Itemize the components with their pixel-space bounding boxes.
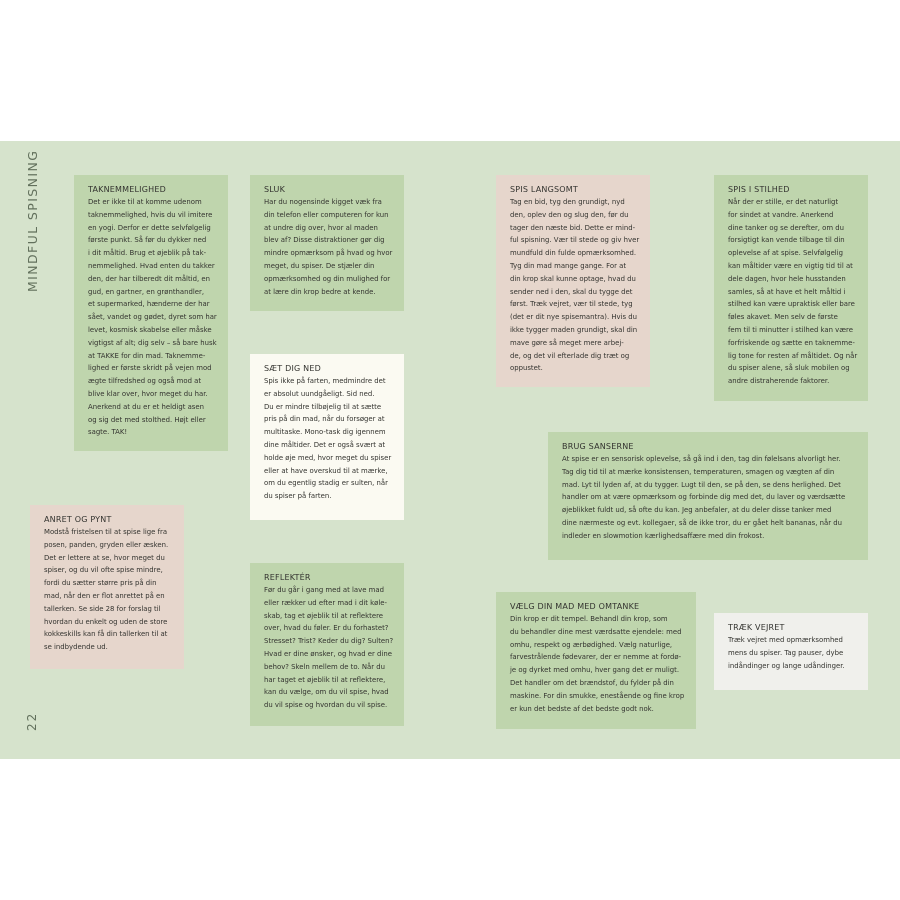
page-number: 22 [25,711,39,731]
card-text-line: er kun det bedste af det bedste godt nok. [510,704,654,713]
card-text-line: ikke tygger maden grundigt, skal din [510,325,638,334]
card-text-line: At spise er en sensorisk oplevelse, så gå ind i den, tag din følelsans alvorligt her. [562,455,841,463]
card-text-line: maskine. For din smukke, enestående og fine krop [510,691,685,700]
card-text-line: øjeblikket fuldt ud, så ofte du kan. Jeg anbefaler, at du deler disse tanker med [562,506,832,515]
card-text-line: blev af? Disse distraktioner gør dig [264,236,385,245]
card-text-line: opmærksomhed og din mulighed for [264,274,391,283]
card-taknemmelighed [74,175,228,451]
card-text-line: mens du spiser. Tag pauser, dybe [728,648,844,657]
card-text-line: om du egentlig stadig er sulten, når [264,479,388,488]
card-text-line: sået, vandet og gødet, dyret som har [88,313,217,322]
card-text-line: Du er mindre tilbøjelig til at sætte [264,402,382,411]
card-spis-i-stilhed [714,175,868,401]
card-title: SLUK [264,185,286,194]
card-text-line: er absolut uundgåeligt. Sid ned. [264,389,375,398]
card-text-line: levet, kosmisk skabelse eller måske [88,325,212,334]
card-text-line: je og dyrket med omhu, hver gang det er muligt. [510,666,680,675]
card-text-line: posen, panden, gryden eller æsken. [44,540,169,549]
card-text-line: eller at have overskud til at mærke, [264,466,388,475]
card-text-line: nemmelighed. Hvad enten du takker [88,261,215,270]
card-text-line: de, og det vil efterlade dig træt og [510,351,630,360]
card-text-line: (det er dit nye spisemantra). Hvis du [510,313,638,322]
card-text-line: Det er lettere at se, hvor meget du [44,553,165,562]
card-text-line: tager den næste bid. Dette er mind- [510,223,636,232]
card-text-line: Modstå fristelsen til at spise lige fra [44,528,168,536]
card-text-line: taknemmelighed, hvis du vil imitere [88,210,213,219]
card-text-line: blive klar over, hvor meget du har. [88,389,208,398]
card-title: SPIS LANGSOMT [510,185,578,194]
card-text-line: for sindet at vandre. Anerkend [728,210,834,219]
card-text-line: fordi du sætter større pris på din [44,579,157,588]
card-text-line: at undre dig over, hvor al maden [264,223,378,232]
card-text-line: Tyg din mad mange gange. For at [510,261,627,270]
card-text-line: mad. Lyt til lyden af, at du tygger. Lugt til den, se på den, se dens herlighed. Det [562,480,841,489]
card-title: ANRET OG PYNT [44,515,112,524]
card-text-line: du spiser på farten. [264,492,332,501]
card-text-line: omhu, respekt og ærbødighed. Vælg naturlige, [510,640,673,649]
card-sluk [250,175,404,311]
card-text-line: over, hvad du føler. Er du forhastet? [264,624,389,633]
card-spis-langsomt [496,175,650,387]
card-text-line: hvordan du enkelt og uden de store [44,617,168,626]
card-text-line: du vil spise og hvordan du vil spise. [264,701,388,710]
card-text-line: vigtigst af alt; dig selv – så bare husk [88,338,217,347]
card-text-line: Når der er stille, er det naturligt [728,198,839,206]
card-text-line: ful spisning. Vær til stede og giv hver [510,236,640,245]
card-text-line: Hvad er dine ønsker, og hvad er dine [264,649,392,658]
card-title: SÆT DIG NED [264,364,321,373]
card-text-line: tallerken. Se side 28 for forslag til [44,604,161,613]
card-text-line: lig tone for resten af måltidet. Og når [728,351,858,360]
card-text-line: Din krop er dit tempel. Behandl din krop, som [510,615,668,623]
card-text-line: behov? Skeln mellem de to. Når du [264,662,385,671]
card-text-line: gud, en gartner, en grønthandler, [88,287,205,296]
card-text-line: meget, du spiser. De stjæler din [264,261,375,270]
card-text-line: din telefon eller computeren for kun [264,210,389,219]
card-text-line: dele dagen, hvor hele husstanden [728,274,846,283]
card-text-line: din krop skal kunne optage, hvad du [510,274,636,283]
card-title: TAKNEMMELIGHED [88,185,166,194]
card-text-line: multitaske. Mono-task dig igennem [264,428,386,437]
card-anret-og-pynt [30,505,184,669]
card-text-line: holde øje med, hvor meget du spiser [264,453,392,462]
card-text-line: eller rækker ud efter mad i dit køle- [264,598,387,607]
card-text-line: sagte. TAK! [88,428,128,437]
card-text-line: Stresset? Trist? Keder du dig? Sulten? [264,637,394,646]
card-text-line: forsigtigt kan vende tilbage til din [728,236,845,245]
card-text-line: du spiser alene, så sluk mobilen og [728,364,850,373]
card-text-line: Det er ikke til at komme udenom [88,198,202,206]
card-text-line: mad, når den er flot anrettet på en [44,591,165,600]
card-text-line: oppustet. [510,364,543,373]
card-text-line: du behandler dine mest værdsatte ejendele: med [510,627,682,636]
card-text-line: at lære din krop bedre at kende. [264,287,376,296]
card-text-line: den, der har tilberedt dit måltid, en [88,274,210,283]
card-text-line: indåndinger og lange udåndinger. [728,661,845,670]
card-text-line: farvestrålende fødevarer, der er nemme at fordø- [510,653,682,662]
card-text-line: Før du går i gang med at lave mad [264,586,384,594]
card-text-line: dine måltider. Det er også svært at [264,440,386,449]
card-text-line: Anerkend at du er et heldigt asen [88,402,205,411]
card-text-line: forfriskende og sætte en taknemme- [728,338,855,347]
card-text-line: spiser, og du vil ofte spise mindre, [44,566,163,575]
card-title: SPIS I STILHED [728,185,790,194]
card-text-line: Spis ikke på farten, medmindre det [264,377,386,385]
card-text-line: Træk vejret med opmærksomhed [728,636,843,644]
card-text-line: føles akavet. Men selv de første [728,313,838,322]
card-text-line: se indbydende ud. [44,643,108,652]
card-reflekter [250,563,404,726]
card-text-line: et supermarked, hænderne der har [88,300,210,309]
card-text-line: mave gøre så meget mere arbej- [510,338,624,347]
card-text-line: andre distraherende faktorer. [728,377,830,386]
card-text-line: kan måltider være en vigtig tid til at [728,261,853,270]
card-text-line: dine nærmeste og evt. kollegaer, så de ikke tror, du er gået helt bananas, når du [562,518,842,527]
card-text-line: kan du vælge, om du vil spise, hvad [264,688,389,697]
card-text-line: har taget et øjeblik til at reflektere, [264,675,386,684]
card-text-line: kokkeskills kan få din tallerken til at [44,630,168,639]
card-text-line: første punkt. Så før du dykker ned [88,236,207,245]
card-text-line: samles, så at have et helt måltid i [728,287,846,296]
card-text-line: og sig det med stolthed. Højt eller [88,415,206,424]
card-text-line: Det handler om det brændstof, du fylder på din [510,678,674,687]
card-text-line: lighed er første skridt på vejen mod [88,364,212,373]
card-text-line: Tag dig tid til at mærke konsistensen, temperaturen, smagen og vægten af din [562,467,835,476]
card-title: VÆLG DIN MAD MED OMTANKE [510,602,640,611]
card-text-line: mundfuld din fulde opmærksomhed. [510,249,637,258]
card-text-line: handler om at være opmærksom og forbinde dig med det, du laver og værdsætte [562,493,846,502]
card-text-line: den, oplev den og slug den, før du [510,210,629,219]
section-title: MINDFUL SPISNING [25,149,40,292]
card-text-line: indleder en slowmotion kærlighedsaffære med din frokost. [562,531,765,540]
card-text-line: at TAKKE for din mad. Taknemme- [88,351,206,360]
card-text-line: pris på din mad, når du forsøger at [264,415,385,424]
card-text-line: først. Træk vejret, vær til stede, tyg [510,300,633,309]
card-text-line: Har du nogensinde kigget væk fra [264,198,382,206]
card-text-line: oplevelse af at spise. Selvfølgelig [728,249,844,258]
card-text-line: mindre opmærksom på hvad og hvor [264,249,393,258]
card-text-line: Tag en bid, tyg den grundigt, nyd [510,198,625,206]
card-text-line: ægte tilfredshed og også mod at [88,377,202,386]
card-brug-sanserne [548,432,868,560]
card-text-line: fem til ti minutter i stilhed kan være [728,325,853,334]
card-title: BRUG SANSERNE [562,442,634,451]
card-title: REFLEKTÉR [264,573,311,582]
card-text-line: stilhed kan være upraktisk eller bare [728,300,855,309]
card-text-line: en yogi. Derfor er dette selvfølgelig [88,223,211,232]
card-text-line: dine tanker og se derefter, om du [728,223,845,232]
card-traek-vejret [714,613,868,690]
card-text-line: i dit måltid. Brug et øjeblik på tak- [88,249,207,258]
card-text-line: skab, tag et øjeblik til at reflektere [264,611,383,620]
card-title: TRÆK VEJRET [728,623,785,632]
card-saet-dig-ned [250,354,404,520]
card-text-line: sender ned i den, skal du tygge det [510,287,633,296]
card-vaelg-din-mad [496,592,696,729]
